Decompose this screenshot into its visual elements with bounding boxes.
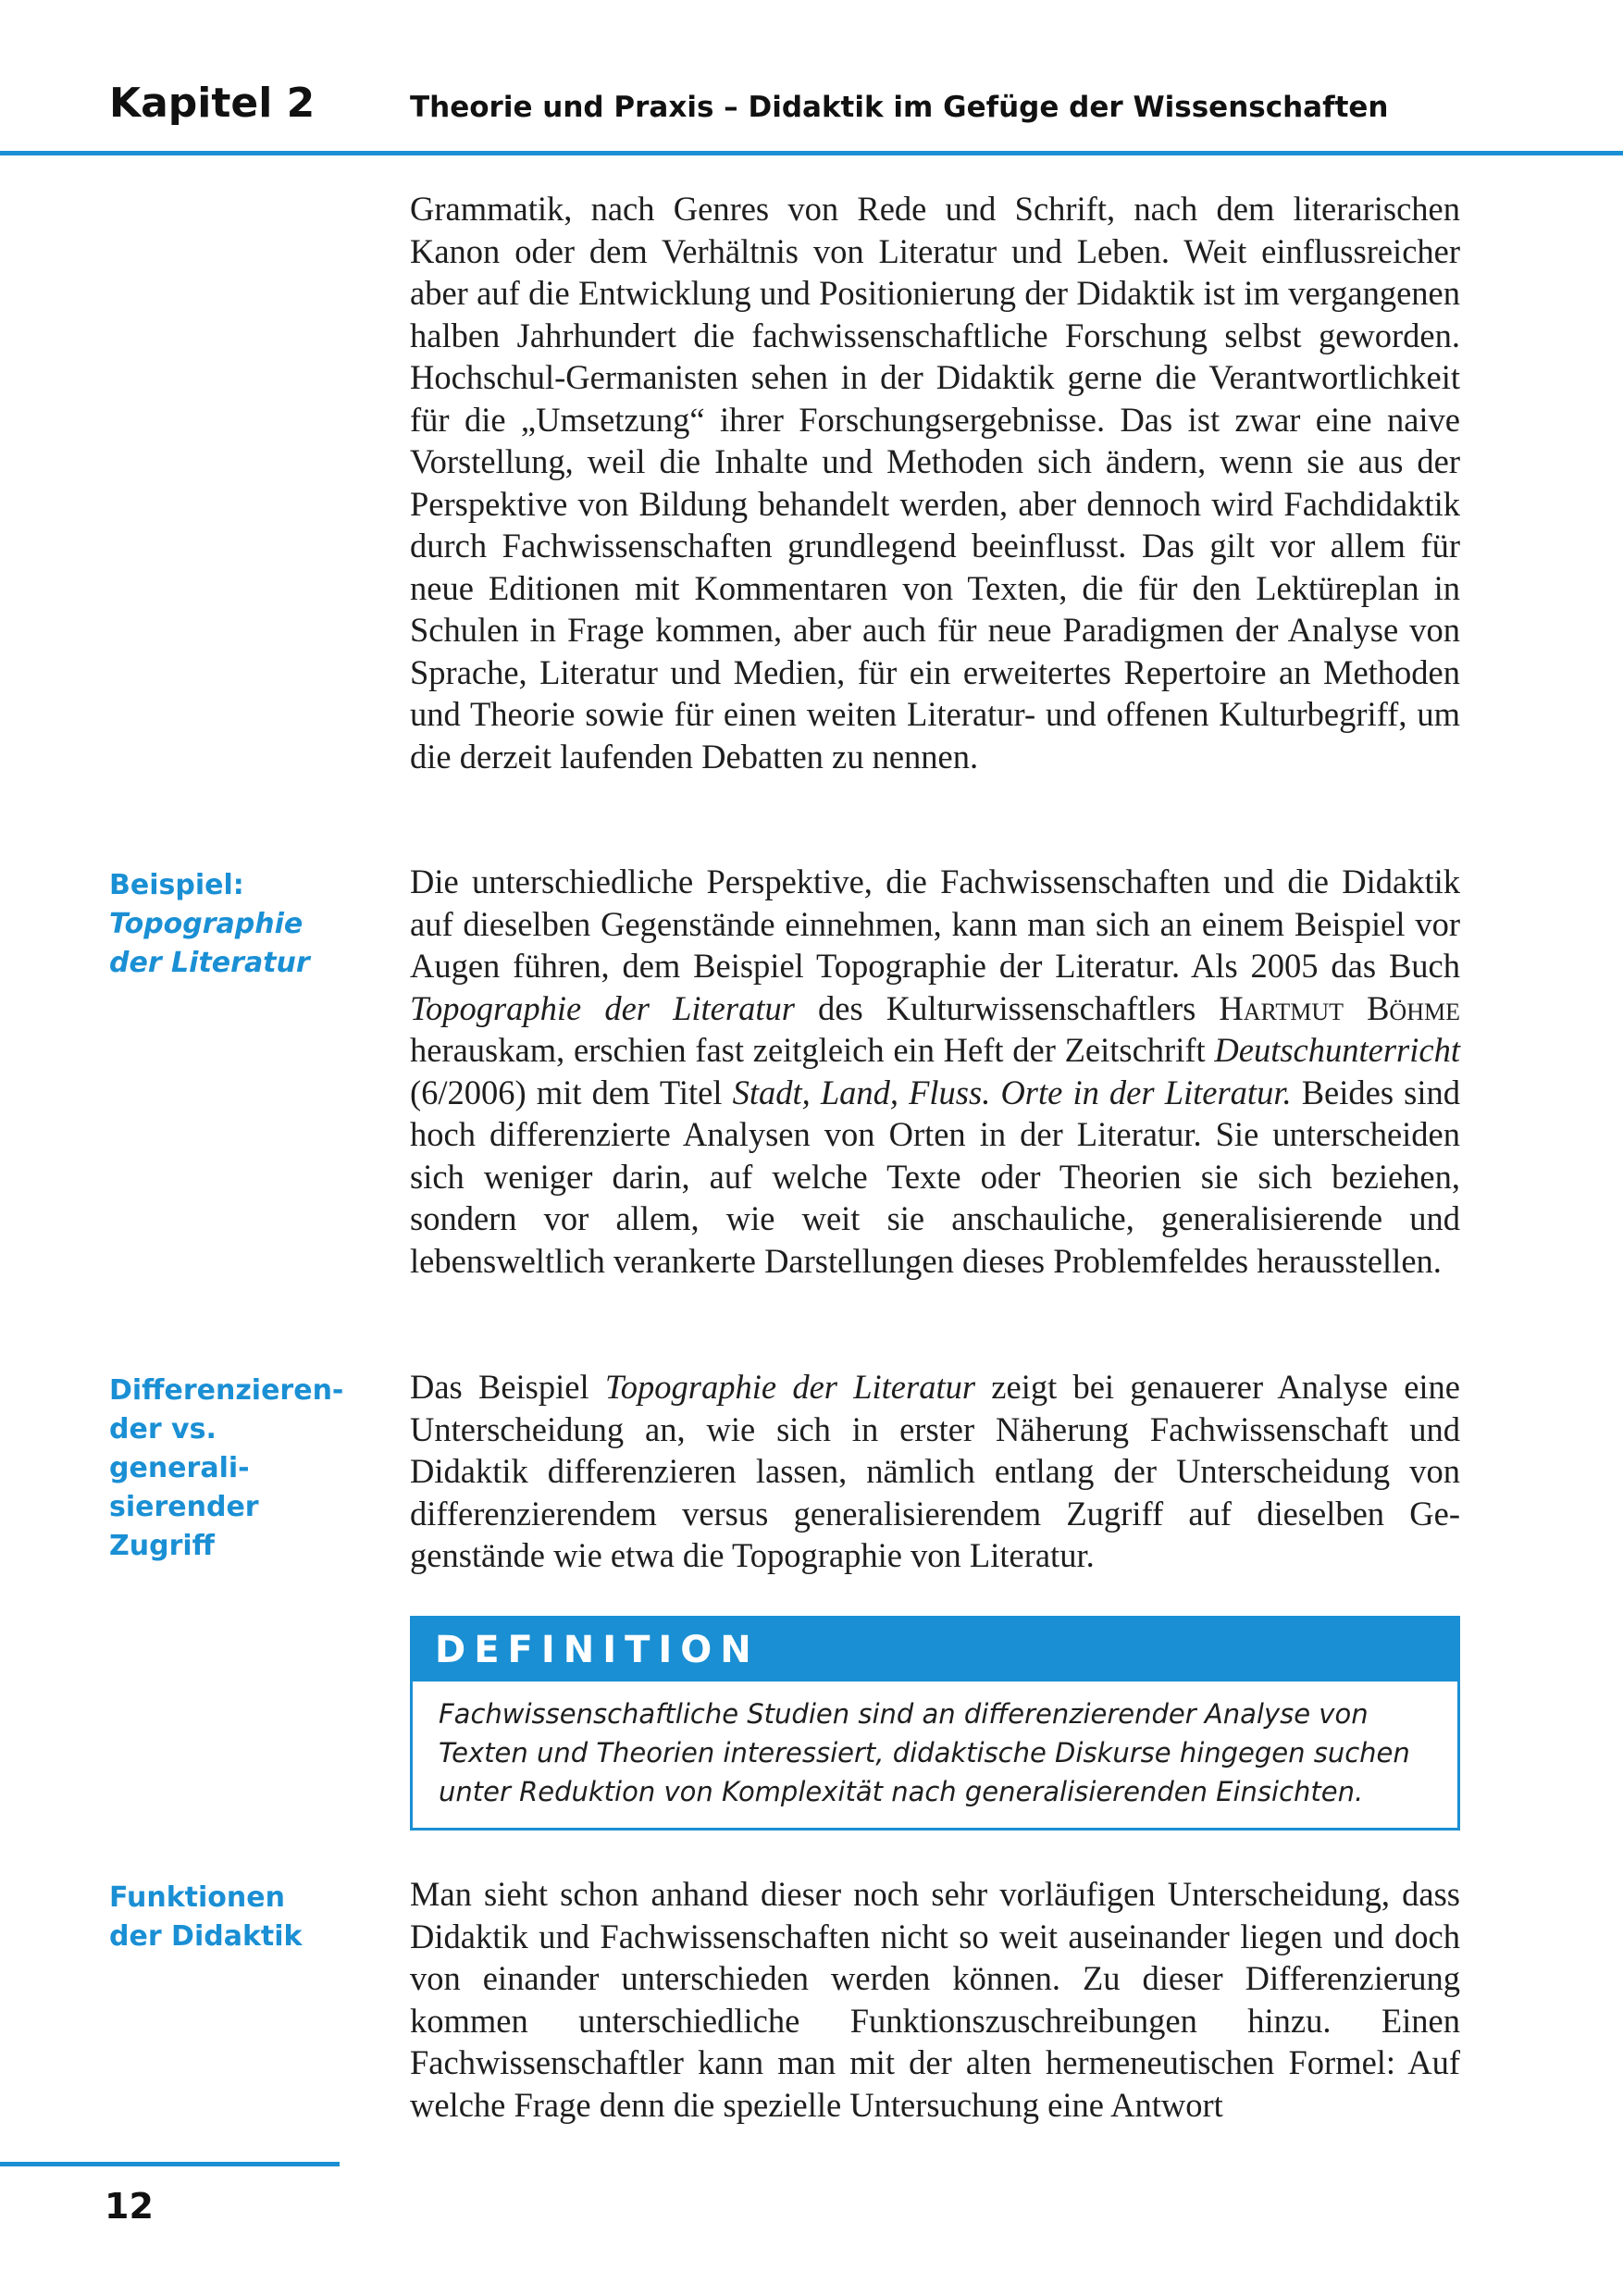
definition-heading: DEFINITION [413, 1619, 1457, 1682]
text-run: des Kulturwissenschaftlers [794, 988, 1220, 1027]
margin-note-beispiel [109, 866, 359, 983]
margin-note-line: sierender Zugriff [109, 1491, 259, 1562]
book-title: Topographie der Literatur [410, 988, 795, 1027]
paragraph-funktionen: Man sieht schon anhand dieser noch sehr vorläufigen Unterscheidung, dass Didaktik und Fachwissenschaften nicht so weit auseinander liegen und doch von einander unterschieden werden können. Zu dieser Differenzierung kommen unterschiedliche Funktionszuschreibungen hinzu. Einen Fachwissenschaftler kann man mit der alten hermeneutischen Formel: Auf welche Frage denn die spezielle Untersuchung eine Antwort [410, 1875, 1460, 2124]
issue-title: Stadt, Land, Fluss. Orte in der Literatur. [732, 1073, 1292, 1111]
margin-note-zugriff [109, 1371, 359, 1566]
text-run: zeigt bei genauerer Analyse eine Unterscheidung an, wie sich in erster Näherung Fachwissenschaft und Didaktik differenzieren lassen, nämlich entlang der Unterscheidung von differenzierendem versus generalisierendem Zugriff auf dieselben Gegenstände wie etwa die Topographie von Literatur. [410, 1368, 1460, 1574]
margin-note-funktionen [109, 1879, 359, 1956]
footer-divider [0, 2162, 340, 2166]
book-title: Topographie der Literatur [604, 1368, 976, 1406]
text-run: herauskam, erschien fast zeitgleich ein Heft der Zeitschrift [410, 1031, 1215, 1069]
paragraph-zugriff [410, 1366, 1460, 1577]
margin-note-line: der Didaktik [109, 1920, 303, 1953]
margin-note-label: Beispiel: [109, 869, 244, 901]
margin-note-topic: der Literatur [109, 947, 310, 979]
paragraph-beispiel [410, 861, 1460, 1282]
chapter-label: Kapitel 2 [109, 80, 316, 127]
text-run: (6/2006) mit dem Titel [410, 1073, 733, 1111]
text-run: Die unterschiedliche Perspektive, die Fachwissenschaften und die Didaktik auf dieselben Gegenstände einnehmen, kann man sich an einem Beispiel vor Augen führen, dem Beispiel Topographie der Literatur. Als 2005 das Buch [410, 863, 1460, 985]
page-number: 12 [105, 2186, 154, 2227]
margin-note-topic: Topographie [109, 908, 304, 940]
chapter-title: Theorie und Praxis – Didaktik im Gefüge der Wissenschaften [410, 91, 1389, 124]
author-name: Hartmut Böhme [1219, 988, 1460, 1027]
text-run: Das Beispiel [410, 1368, 605, 1406]
margin-note-line: Differenzieren- [109, 1374, 344, 1407]
definition-text: Fachwissenschaftliche Studien sind an differenzierender Analyse von Texten und Theorien interessiert, didaktische Diskurse hingegen suchen unter Reduktion von Komplexität nach generalisierenden Einsichten. [439, 1698, 1410, 1807]
header-divider [0, 151, 1623, 155]
journal-title: Deutschunterricht [1214, 1031, 1460, 1069]
definition-box [410, 1616, 1460, 1831]
margin-note-line: Funktionen [109, 1881, 285, 1914]
text-run: Beides sind hoch differenzierte Analysen von Orten in der Literatur. Sie unterscheiden sich weniger darin, auf welche Texte oder Theorien sie sich beziehen, sondern vor allem, wie weit sie anschauliche, generalisierende und lebensweltlich verankerte Darstellungen dieses Problemfeldes herausstellen. [410, 1073, 1460, 1280]
margin-note-line: der vs. generali- [109, 1413, 250, 1484]
paragraph-intro: Grammatik, nach Genres von Rede und Schrift, nach dem literarischen Kanon oder dem Verhältnis von Literatur und Leben. Weit einflussreicher aber auf die Entwicklung und Positionierung der Didaktik ist im vergangenen halben Jahrhundert die fachwissenschaftliche Forschung selbst geworden. Hochschul-Germanisten sehen in der Didaktik gerne die Verantwortlichkeit für die „Umsetzung“ ihrer Forschungsergebnisse. Das ist zwar eine naive Vorstellung, weil die Inhalte und Methoden sich ändern, wenn sie aus der Perspektive von Bildung behandelt werden, aber dennoch wird Fachdidaktik durch Fachwissenschaften grundlegend beeinflusst. Das gilt vor allem für neue Editionen mit Kommentaren von Texten, die für den Lektüreplan in Schulen in Frage kommen, aber auch für neue Paradigmen der Analyse von Sprache, Literatur und Medien, für ein erweitertes Repertoire an Methoden und Theorie sowie für einen weiten Literatur- und offenen Kulturbegriff, um die derzeit laufenden Debatten zu nennen. [410, 190, 1460, 776]
